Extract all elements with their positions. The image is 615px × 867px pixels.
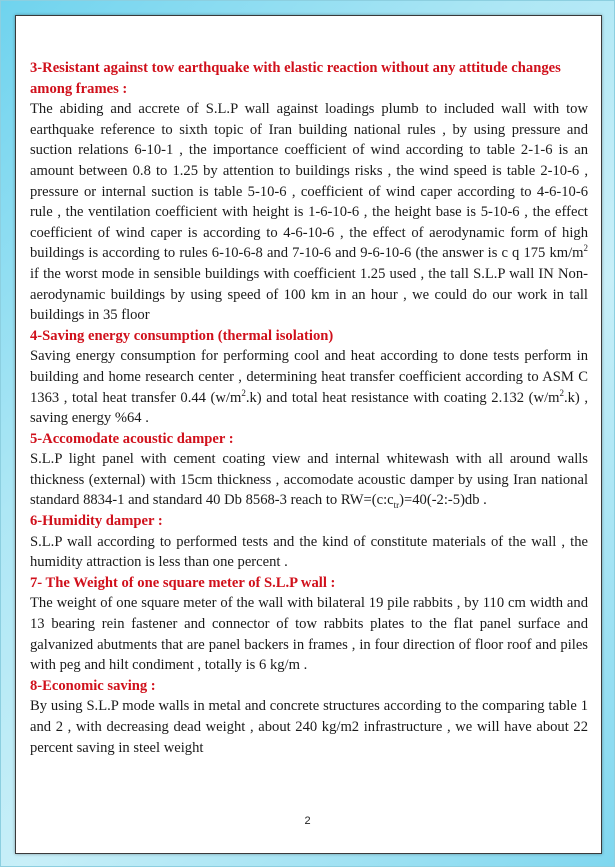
- paragraph-earthquake-resistance: [30, 99, 588, 326]
- text-run: S.L.P light panel with cement coating view and internal whitewash with all around walls thickness (external) with 15cm thickness , accomodate acoustic damper by using Iran national standard 8834-1 and standard 40 Db 8568-3 reach to RW=(c:c: [30, 451, 588, 509]
- paragraph-humidity-damper: S.L.P wall according to performed tests and the kind of constitute materials of the wall , the humidity attraction is less than one percent .: [30, 533, 588, 571]
- text-run: The abiding and accrete of S.L.P wall against loadings plumb to included wall with tow earthquake reference to sixth topic of Iran building national rules , by using pressure and suction relations 6-10-1 , the importance coefficient of wind according to table 2-1-6 is an amount between 0.8 to 1.25 by attention to buildings risks , the wind speed is table 2-10-6 , pressure or internal suction is table 5-10-6 , coefficient of wind caper according to 4-6-10-6 rule , the ventilation coefficient with height is 1-6-10-6 , the height base is 5-10-6 , the effect coefficient of wind caper is according to 4-6-10-6 , the effect of aerodynamic form of high buildings is according to rules 6-10-6-8 and 7-10-6 and 9-6-10-6 (the answer is c q 175 km/m: [30, 101, 588, 262]
- text-run: if the worst mode in sensible buildings with coefficient 1.25 used , the tall S.L.P wall IN Non-aerodynamic buildings by using speed of 100 km in an hour , we could do our work in tall buildings in 35 floor: [30, 265, 588, 324]
- text-run: .k) , saving energy %64 .: [30, 389, 588, 427]
- text-run: .k) and total heat resistance with coating 2.132 (w/m: [245, 389, 560, 406]
- superscript: 2: [241, 387, 246, 398]
- superscript: 2: [583, 243, 588, 254]
- paragraph-acoustic-damper: [30, 449, 588, 511]
- heading-humidity-damper: 6-Humidity damper :: [30, 513, 163, 530]
- page-number: 2: [304, 815, 311, 827]
- text-run: Saving energy consumption for performing cool and heat according to done tests perform in building and home research center , determining heat transfer coefficient according to ASM C 1363 , total heat transfer 0.44 (w/m: [30, 348, 588, 406]
- text-run: )=40(-2:-5)db .: [399, 492, 487, 509]
- superscript: 2: [559, 387, 564, 398]
- paragraph-wall-weight: The weight of one square meter of the wall with bilateral 19 pile rabbits , by 110 cm width and 13 bearing rein fastener and connector of tow rabbits plates to the flat panel surface and galvanized abutments that are panel backers in frames , in four direction of floor roof and piles with peg and hilt condiment , totally is 6 kg/m .: [30, 595, 588, 674]
- heading-acoustic-damper: 5-Accomodate acoustic damper :: [30, 430, 234, 447]
- document-body: [30, 58, 588, 758]
- heading-energy-saving: 4-Saving energy consumption (thermal isolation): [30, 327, 334, 344]
- heading-wall-weight: 7- The Weight of one square meter of S.L.P wall :: [30, 574, 336, 591]
- heading-earthquake-resistance: 3-Resistant against tow earthquake with elastic reaction without any attitude changes among frames :: [30, 60, 561, 97]
- paragraph-energy-saving: [30, 346, 588, 428]
- paragraph-economic-saving: By using S.L.P mode walls in metal and concrete structures according to the comparing table 1 and 2 , with decreasing dead weight , about 240 kg/m2 infrastructure , we will have about 22 percent saving in steel weight: [30, 698, 588, 756]
- heading-economic-saving: 8-Economic saving :: [30, 677, 156, 694]
- subscript: tr: [393, 500, 400, 511]
